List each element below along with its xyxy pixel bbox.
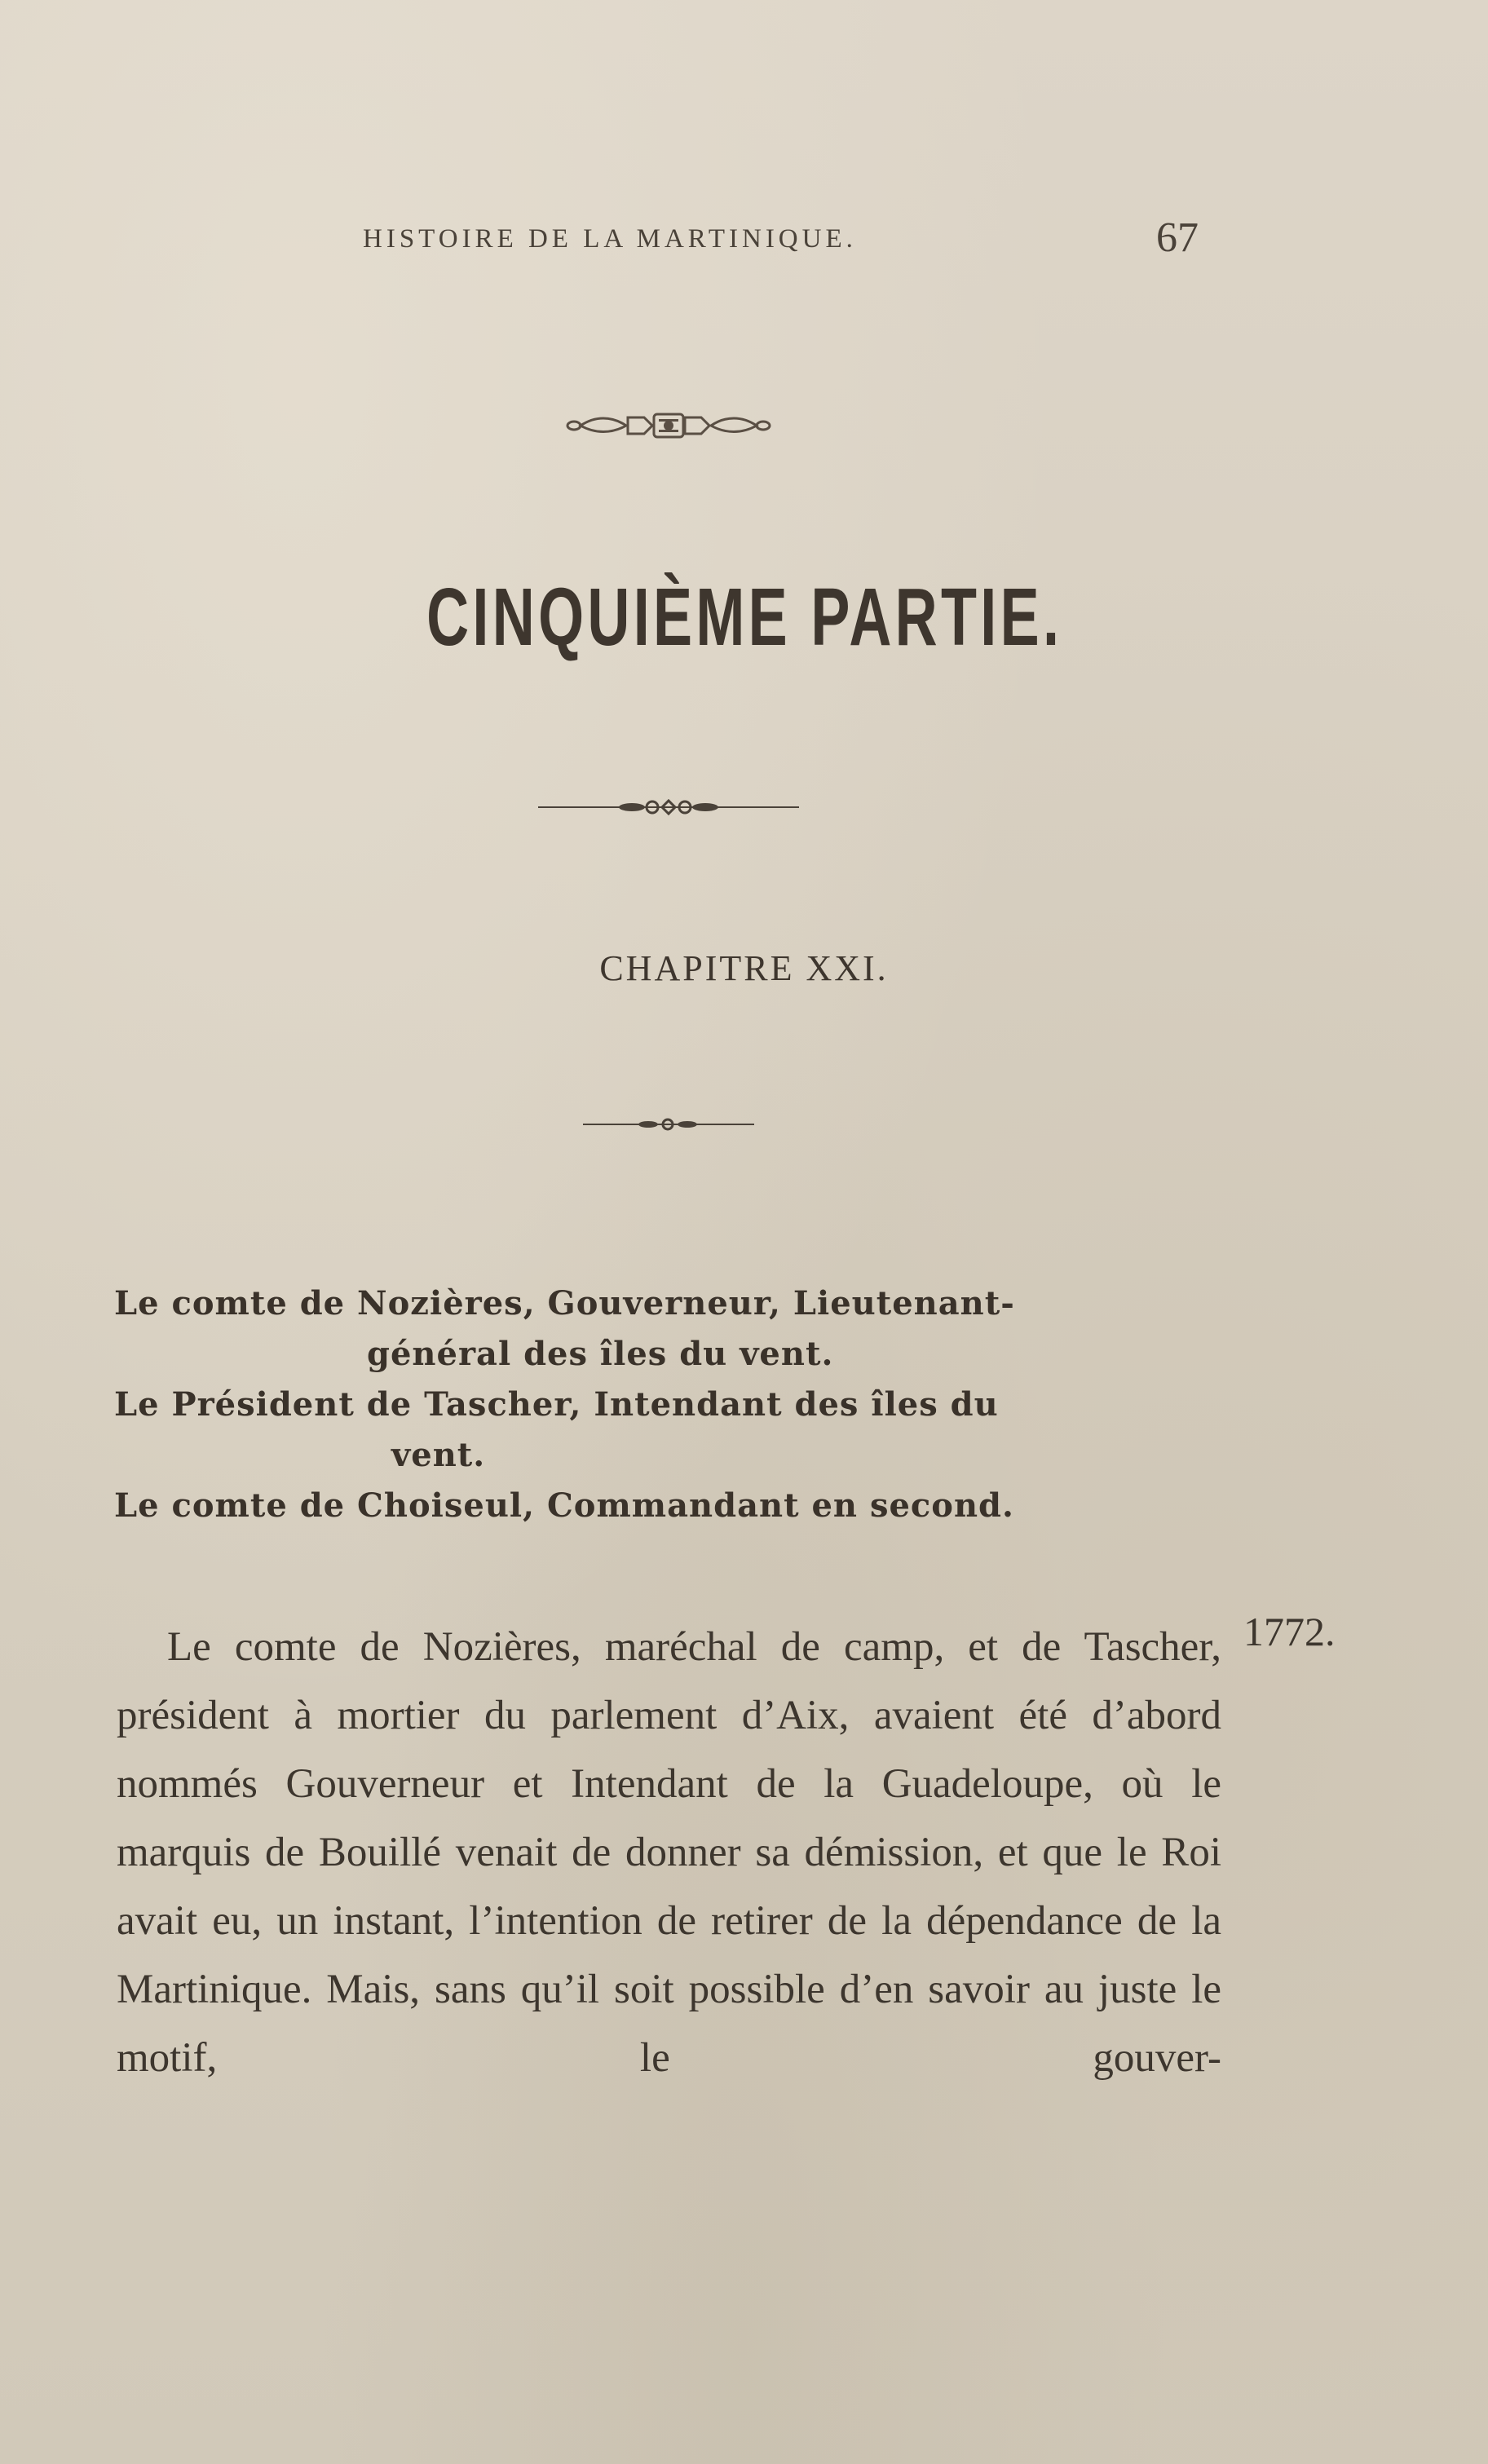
summary-line: Le comte de Nozières, Gouverneur, Lieutenant- — [114, 1284, 1015, 1323]
margin-year-note: 1772. — [1243, 1609, 1336, 1654]
decorative-rule-icon — [538, 795, 799, 819]
printer-ornament-icon — [563, 406, 775, 444]
summary-line: Le comte de Choiseul, Commandant en second. — [114, 1486, 1014, 1525]
chapter-title: CHAPITRE XXI. — [599, 948, 889, 988]
decorative-rule-icon — [583, 1113, 754, 1136]
summary-line: général des îles du vent. — [367, 1335, 834, 1373]
summary-line: vent. — [391, 1436, 486, 1474]
running-title: HISTOIRE DE LA MARTINIQUE. — [363, 224, 857, 254]
body-paragraph: Le comte de Nozières, maréchal de camp, et de Tascher, président à mortier du parlement d’Aix, avaient été d’abord nommés Gouverneur et Intendant de la Guadeloupe, où le marquis de Bouillé venait de donner sa démission, et que le Roi avait eu, un instant, l’intention de retirer de la dépendance de la Martinique. Mais, sans qu’il soit possible d’en savoir au juste le motif, le gouver- — [117, 1624, 1221, 2081]
page-number: 67 — [1156, 214, 1199, 261]
summary-line: Le Président de Tascher, Intendant des îles du — [114, 1385, 999, 1424]
part-title: CINQUIÈME PARTIE. — [426, 572, 1063, 663]
chapter-summary — [114, 1278, 1223, 1531]
body-text — [117, 1613, 1221, 2092]
